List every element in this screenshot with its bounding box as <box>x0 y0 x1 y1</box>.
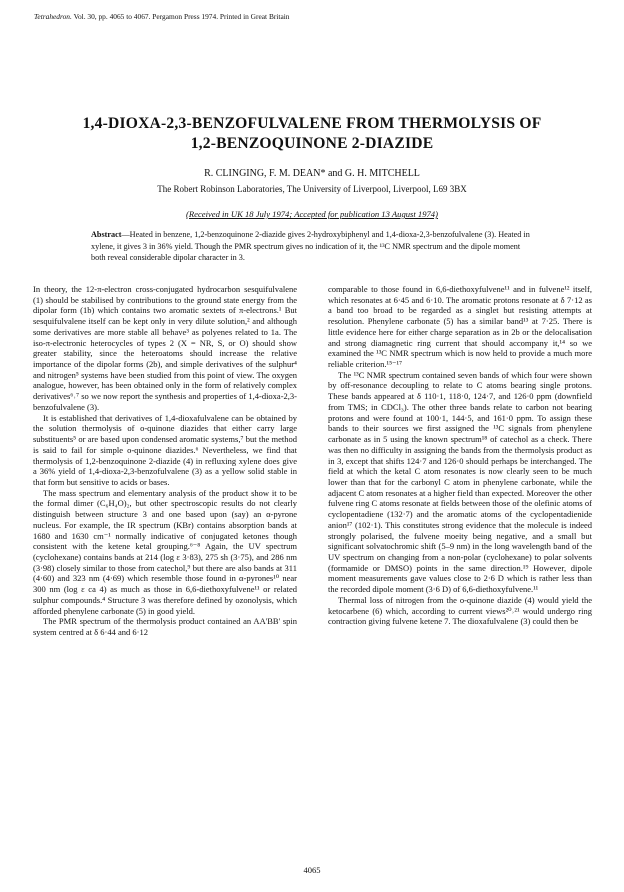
citation-line: Vol. 30, pp. 4065 to 4067. Pergamon Press 1974. Printed in Great Britain <box>73 12 290 21</box>
right-column <box>328 284 592 627</box>
journal-name: Tetrahedron. <box>34 12 72 21</box>
body-paragraph: The mass spectrum and elementary analysis of the product show it to be the formal dimer (C₆H₄O)₂, but other spectroscopic results do not clearly distinguish between structure 3 and one based upon (say) an α-pyrone nucleus. For example, the IR spectrum (KBr) contains absorption bands at 1680 and 1630 cm⁻¹ normally indicative of conjugated ketones though consistent with the ketene ketal grouping.⁶⁻⁸ Again, the UV spectrum (cyclohexane) contains bands at 214 (log ε 3·83), 275 sh (3·75), and 286 nm (3·98) closely similar to those from catechol,⁹ but there are also bands at 311 (4·60) and 323 nm (4·69) which resemble those found in α-pyrones¹⁰ near 300 nm (log ε ca 4) as much as those in 6,6-diethoxyfulvene¹¹ or related sulphur compounds.⁴ Structure 3 was therefore defined by ozonolysis, which afforded phenylene carbonate (5) in good yield. <box>33 487 297 616</box>
received-dates <box>40 209 584 219</box>
body-paragraph: The ¹³C NMR spectrum contained seven bands of which four were shown by off-resonance decoupling to relate to C atoms bearing single protons. These bands appeared at δ 110·1, 118·0, 124·7, and 126·0 ppm (downfield from TMS; in CDCl₃). The other three bands relate to carbon not bearing protons and were found at 100·1, 144·5, and 161·0 ppm. To assign these bands to their sources we first assigned the ¹³C signals from phenylene carbonate as in 5 using the known spectrum¹⁸ of catechol as a check. There was then no difficulty in assigning the bands from the thermolysis product as in 3, except that shifts 124·7 and 126·0 should perhaps be interchanged. The field at which the ketal C atom resonates is now clearly seen to be much lower than that for the carbonyl C atom in phenylene carbonate, while the adjacent C atom resonates at a higher field than expected. Moreover the other fulvene ring C atoms resonate at fields between those of the olefinic atoms of cyclopentadiene (132·7) and the aromatic atoms of the cyclopentadienide anion¹⁷ (102·1). This constitutes strong evidence that the molecule is indeed strongly polarised, the fulvene moeity being negative, and a small but significant solvatochromic shift (5–9 nm) in the long wavelength band of the UV spectrum on changing from a non-polar (cyclohexane) to polar solvents (formamide or DMSO) points in the same direction.¹⁹ However, dipole moment measurements gave values close to 2·6 D which is rather less than the recorded dipole moment (3·6 D) of 6,6-diethoxyfulvene.¹¹ <box>328 369 592 595</box>
body-paragraph: In theory, the 12-π-electron cross-conjugated hydrocarbon sesquifulvalene (1) should be stabilised by contributions to the ground state energy from the dipolar form (1b) which contains two aromatic sextets of π-electrons.¹ But sesquifulvalene itself can be kept only in very dilute solution,² and although some derivatives are more stable all behave³ as polyenes related to 1a. The iso-π-electronic heterocycles of types 2 (X = NR, S, or O) should show greater stability, since the heteroatoms should increase the relative importance of the dipolar forms (2b), and simple derivatives of the sulphur⁴ and nitrogen⁵ systems have been studied from this point of view. The oxygen analogue, however, has been obtained only in the form of relatively complex derivatives⁶˒⁷ so we now report the synthesis and properties of 1,4-dioxa-2,3-benzofulvalene (3). <box>33 284 297 412</box>
received-text: (Received in UK 18 July 1974; Accepted for publication 13 August 1974) <box>186 209 438 219</box>
abstract-text: —Heated in benzene, 1,2-benzoquinone 2-diazide gives 2-hydroxybiphenyl and 1,4-dioxa-2,3-benzofulvalene (3). Heated in xylene, it gives 3 in 36% yield. Though the PMR spectrum gives no indication of it, the ¹³C NMR spectrum and the dipole moment both reveal considerable dipolar character in 3. <box>91 230 530 263</box>
body-paragraph: comparable to those found in 6,6-diethoxyfulvene¹¹ and in fulvene¹² itself, which resonates at 6·45 and 6·10. The aromatic protons resonate at δ 7·12 as a band too broad to be regarded as a singlet but resisting attempts at resolution. Phenylene carbonate (5) has a similar band¹³ at 7·25. There is little evidence here for either charge separation as in 2b or the delocalisation and strong diamagnetic ring current that should accompany it,¹⁴ so we examined the ¹³C NMR spectrum which is now held to provide a much more reliable criterion.¹⁵⁻¹⁷ <box>328 284 592 370</box>
title-line-2: 1,2-BENZOQUINONE 2-DIAZIDE <box>190 135 434 152</box>
left-column <box>33 284 297 638</box>
title-line-1: 1,4-DIOXA-2,3-BENZOFULVALENE FROM THERMOLYSIS OF <box>82 115 542 132</box>
body-paragraph: The PMR spectrum of the thermolysis product contained an AA'BB' spin system centred at δ 6·44 and 6·12 <box>33 616 297 637</box>
body-paragraph: It is established that derivatives of 1,4-dioxafulvalene can be obtained by the solution thermolysis of o-quinone diazides that either carry large substituents⁵ or are based upon condensed aromatic systems,⁷ but the method is said to fail for simple o-quinone diazides.⁶ Nevertheless, we find that thermolysis of 1,2-benzoquinone 2-diazide (4) in refluxing xylene does give a 36% yield of 1,4-dioxa-2,3-benzofulvalene (3) as a yellow solid stable in that form but sensitive to acids or bases. <box>33 412 297 487</box>
abstract <box>91 229 536 264</box>
running-header <box>34 12 594 21</box>
page-number: 4065 <box>303 865 321 875</box>
paper-title <box>40 114 584 154</box>
affiliation: The Robert Robinson Laboratories, The University of Liverpool, Liverpool, L69 3BX <box>157 184 467 194</box>
body-paragraph: Thermal loss of nitrogen from the o-quinone diazide (4) would yield the ketocarbene (6) which, according to current views²⁰˒²¹ would undergo ring contraction giving fulvene ketene 7. The dioxafulvalene (3) could then be <box>328 594 592 627</box>
authors: R. CLINGING, F. M. DEAN* and G. H. MITCHELL <box>204 168 420 179</box>
abstract-label: Abstract <box>91 230 122 239</box>
